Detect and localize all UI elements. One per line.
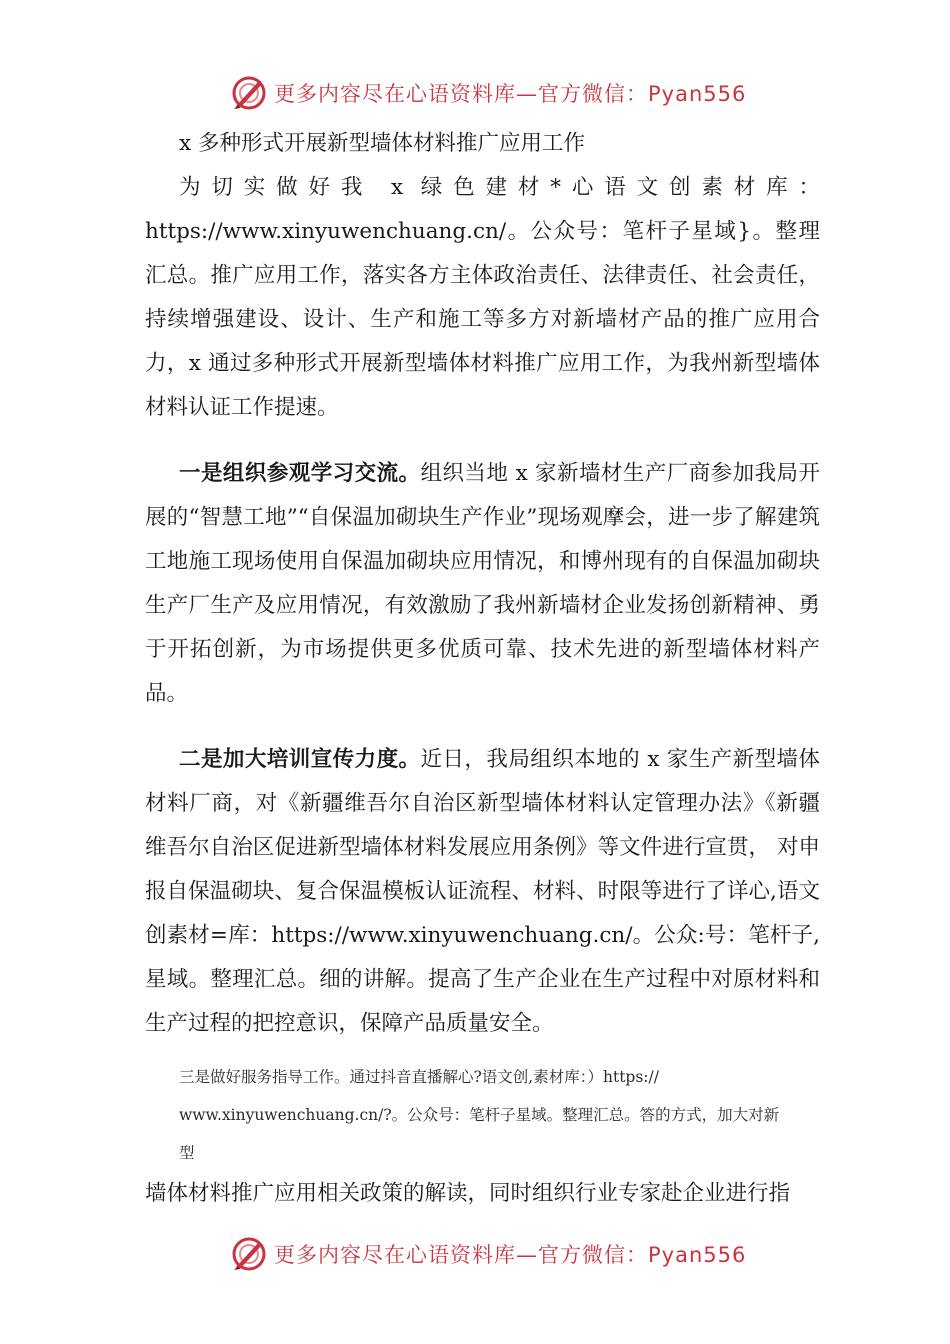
section-3-line-1: 三是做好服务指导工作。通过抖音直播解心?语文创,素材库：）https:// <box>179 1068 659 1086</box>
section-1-body: 组织当地 x 家新墙材生产厂商参加我局开展的“智慧工地”“自保温加砌块生产作业”现场观摩会，进一步了解建筑工地施工现场使用自保温加砌块应用情况，和博州现有的自保温加砌块生产厂生产及应用情况，有效激励了我州新墙材企业发扬创新精神、勇于开拓创新，为市场提供更多优质可靠、技术先进的新型墙体材料产品。 <box>145 461 820 706</box>
section-3-line-3: 型 <box>179 1144 195 1162</box>
section-3-continuation: 墙体材料推广应用相关政策的解读，同时组织行业专家赴企业进行指 <box>145 1181 791 1206</box>
banner-text: 更多内容尽在心语资料库—官方微信：Pyan556 <box>274 82 747 106</box>
document-subtitle: x 多种形式开展新型墙体材料推广应用工作 <box>179 131 585 156</box>
section-3-line-2: www.xinyuwenchuang.cn/?。公众号：笔杆子星域。整理汇总。答的方式，加大对新 <box>179 1106 780 1124</box>
section-1-paragraph <box>145 452 820 716</box>
section-1-heading: 一是组织参观学习交流。 <box>179 461 421 486</box>
section-2-body: 近日，我局组织本地的 x 家生产新型墙体材料厂商，对《新疆维吾尔自治区新型墙体材料认定管理办法》《新疆维吾尔自治区促进新型墙体材料发展应用条例》等文件进行宣贯， 对申报自保温砌块、复合保温模板认证流程、材料、时限等进行了详心,语文创素材=库：https://www.xinyuwenchuang.cn/。公众:号：笔杆子,星域。整理汇总。细的讲解。提高了生产企业在生产过程中对原材料和生产过程的把控意识，保障产品质量安全。 <box>145 747 820 1036</box>
footer-banner <box>228 1233 746 1275</box>
intro-paragraph: 为切实做好我 x 绿色建材*心语文创素材库：https://www.xinyuwenchuang.cn/。公众号：笔杆子星域}。整理汇总。推广应用工作，落实各方主体政治责任、法律责任、社会责任，持续增强建设、设计、生产和施工等多方对新墙材产品的推广应用合力，x 通过多种形式开展新型墙体材料推广应用工作，为我州新型墙体材料认证工作提速。 <box>145 175 820 420</box>
document-body <box>145 122 820 1216</box>
pen-logo-icon <box>228 1233 270 1275</box>
section-2-heading: 二是加大培训宣传力度。 <box>179 747 421 772</box>
header-banner <box>228 72 746 114</box>
pen-logo-icon <box>228 72 270 114</box>
banner-text: 更多内容尽在心语资料库—官方微信：Pyan556 <box>274 1243 747 1267</box>
section-2-paragraph <box>145 738 820 1046</box>
